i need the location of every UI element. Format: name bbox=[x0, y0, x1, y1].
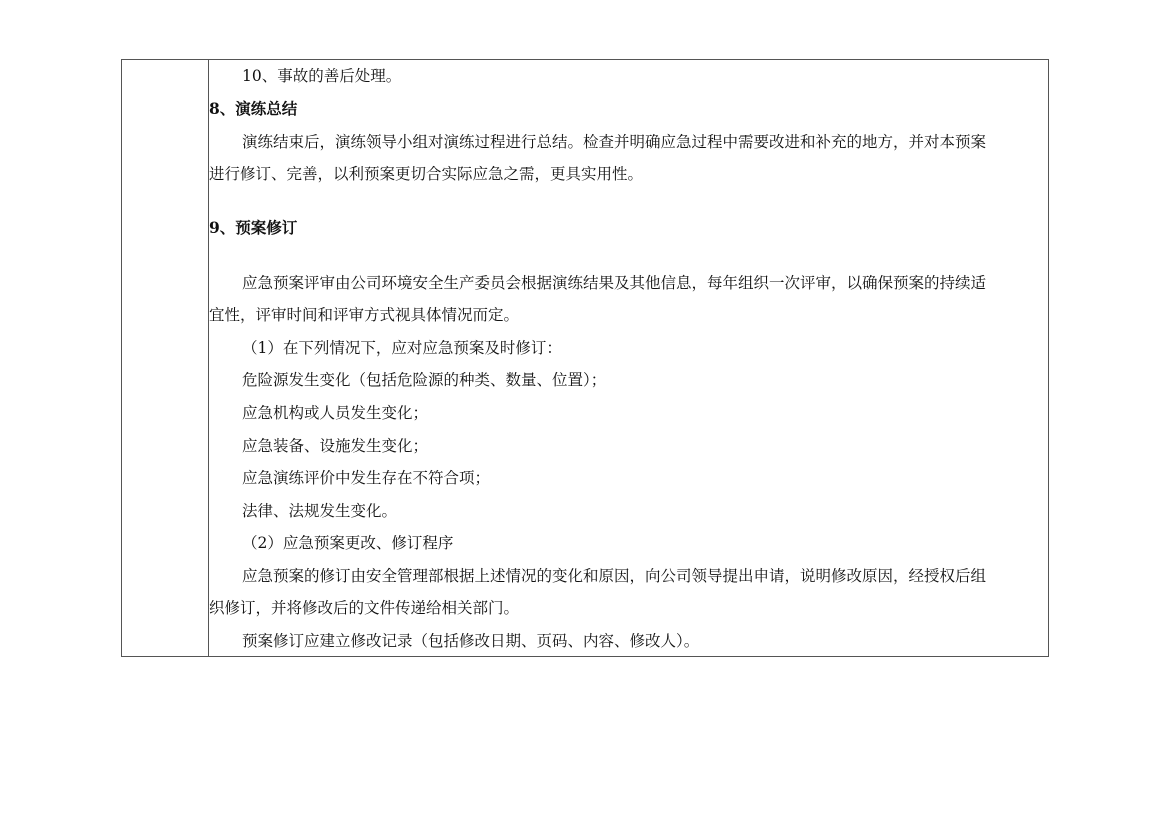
paragraph-procedure-1: 应急预案的修订由安全管理部根据上述情况的变化和原因，向公司领导提出申请，说明修改原因，经授权后组 bbox=[242, 567, 987, 585]
list-item-organization-change: 应急机构或人员发生变化； bbox=[242, 404, 429, 422]
list-item-hazard-change: 危险源发生变化（包括危险源的种类、数量、位置）； bbox=[242, 371, 607, 389]
document-table bbox=[121, 59, 1049, 657]
paragraph-drill-summary-1: 演练结束后，演练领导小组对演练过程进行总结。检查并明确应急过程中需要改进和补充的地方，并对本预案 bbox=[242, 133, 987, 151]
paragraph-review-1: 应急预案评审由公司环境安全生产委员会根据演练结果及其他信息，每年组织一次评审，以确保预案的持续适 bbox=[242, 274, 987, 292]
subheading-revision-procedure: （2）应急预案更改、修订程序 bbox=[242, 534, 454, 552]
paragraph-drill-summary-2: 进行修订、完善，以利预案更切合实际应急之需，更具实用性。 bbox=[209, 165, 644, 183]
content-cell bbox=[209, 60, 1048, 656]
section-heading-drill-summary: 8、演练总结 bbox=[209, 99, 298, 118]
section-heading-plan-revision: 9、预案修订 bbox=[209, 218, 298, 237]
paragraph-review-2: 宜性，评审时间和评审方式视具体情况而定。 bbox=[209, 306, 520, 324]
text-line-aftermath: 10、事故的善后处理。 bbox=[242, 67, 402, 85]
list-item-nonconformity: 应急演练评价中发生存在不符合项； bbox=[242, 469, 491, 487]
paragraph-revision-record: 预案修订应建立修改记录（包括修改日期、页码、内容、修改人）。 bbox=[242, 632, 700, 650]
left-empty-cell bbox=[122, 60, 209, 656]
subheading-revision-conditions: （1）在下列情况下，应对应急预案及时修订： bbox=[242, 339, 562, 357]
list-item-equipment-change: 应急装备、设施发生变化； bbox=[242, 437, 429, 455]
list-item-law-change: 法律、法规发生变化。 bbox=[242, 502, 398, 520]
paragraph-procedure-2: 织修订，并将修改后的文件传递给相关部门。 bbox=[209, 599, 520, 617]
